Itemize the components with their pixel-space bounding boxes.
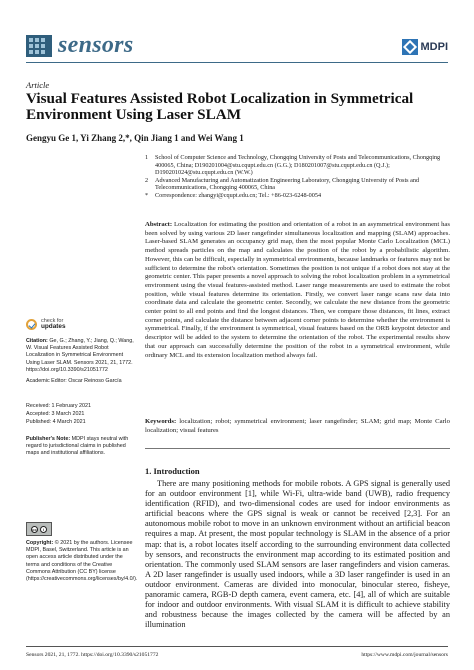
footer-journal-link[interactable]: https://www.mdpi.com/journal/sensors bbox=[361, 652, 448, 658]
affiliations bbox=[145, 154, 450, 200]
keywords bbox=[145, 418, 450, 435]
affiliation-2: 2 Advanced Manufacturing and Automatization Engineering Laboratory, Chongqing University of Posts and Telecommunications, Chongqing 400065, China bbox=[145, 176, 420, 192]
keywords-text: localization; robot; symmetrical environment; laser rangefinder; SLAM; grid map; Monte Carlo localization; visual features bbox=[145, 418, 450, 434]
keywords-divider bbox=[145, 448, 450, 449]
journal-name: sensors bbox=[58, 32, 134, 58]
section-heading: 1. Introduction bbox=[145, 466, 200, 476]
section-paragraph: There are many positioning methods for mobile robots. A GPS signal is generally used for an outdoor environment [1], while Wi-Fi, ultra-wide band (UWB), radio frequency identification (RFID), and two-dimensional codes are used for indoor environments as artificial beacons where the GPS signal is weak or cannot be received [2,3]. For an autonomous mobile robot to move in an unknown environment without an artificial beacon requires a map. At present, the most popular technology is SLAM in the absence of a prior map: that is, a robot locates itself according to the surrounding environment data collected by sensors, and reconstructs the environment map according to its estimated position and orientation. The commonly used SLAM sensors are laser rangefinders and vision cameras. A 2D laser rangefinder is usually used indoors, while a 3D laser rangefinder is used in an outdoor environment. Cameras are divided into monocular, binocular stereo, fisheye, panoramic camera, RGB-D depth camera, event camera, etc. [4], all of which are suitable for indoor and outdoor environments. With visual SLAM it is difficult to achieve stability and robustness because the images collected by the camera will be affected by an illumination bbox=[145, 479, 450, 630]
academic-editor: Academic Editor: Oscar Reinoso García bbox=[26, 378, 122, 384]
footer-citation[interactable]: Sensors 2021, 21, 1772. https://doi.org/10.3390/s21051772 bbox=[26, 652, 159, 658]
publisher-name: MDPI bbox=[420, 41, 448, 53]
check-for-updates-icon bbox=[26, 319, 37, 330]
cc-license-badge[interactable] bbox=[26, 522, 52, 536]
abstract-text: Localization for estimating the position and orientation of a robot in an asymmetrical environment has been solved by using various 2D laser rangefinder simultaneous localization and mapping (SLAM) approaches. Laser-based SLAM generates an occupancy grid map, then the most popular Monte Carlo Localization (MCL) method spreads particles on the map and calculates the position of the robot by a probabilistic algorithm. However, this can be difficult, especially in symmetrical environments, because landmarks or features may not be sufficient to determine the robot's orientation. Sometimes the position is not unique if a robot does not stay at the geometric center. This paper presents a novel approach to solving the robot localization problem in a symmetrical environment using the visual features-assisted method. Laser range measurements are used to estimate the robot position, while visual features determine its orientation. Firstly, we convert laser range scans raw data into coordinate data and calculate the geometric center. Secondly, we calculate the new distance from the geometric center point to all end points and find the longest distances. Then, we compare those distances, fit lines, extract corner points, and calculate the distance between adjacent corner points to determine whether the environment is symmetrical. Finally, if the environment is symmetrical, visual features based on the ORB keypoint detector and descriptor will be added to the system to determine the orientation of the robot. The experimental results show that our approach can successfully determine the position of the robot in a symmetrical environment, while ordinary MCL and its extension localization method always fail. bbox=[145, 221, 450, 359]
journal-logo-icon bbox=[26, 35, 52, 57]
correspondence: * Correspondence: zhangyi@cqupt.edu.cn; Tel.: +86-023-6248-0054 bbox=[145, 191, 322, 199]
mdpi-icon bbox=[402, 39, 418, 55]
article-type: Article bbox=[26, 80, 50, 90]
date-published: Published: 4 March 2021 bbox=[26, 419, 86, 425]
article-title: Visual Features Assisted Robot Localization in Symmetrical Environment Using Laser SLAM bbox=[26, 90, 414, 123]
footer-divider bbox=[26, 646, 448, 647]
date-received: Received: 1 February 2021 bbox=[26, 403, 92, 409]
journal-logo[interactable] bbox=[26, 32, 133, 59]
copyright: Copyright: © 2021 by the authors. Licensee MDPI, Basel, Switzerland. This article is an open access article distributed under the terms and conditions of the Creative Commons Attribution (CC BY) license (https://creativecommons.org/licenses/by/4.0/). bbox=[26, 540, 138, 583]
date-accepted: Accepted: 3 March 2021 bbox=[26, 411, 85, 417]
header-divider bbox=[26, 62, 448, 63]
publisher-note: Publisher's Note: MDPI stays neutral with regard to jurisdictional claims in published maps and institutional affiliations. bbox=[26, 436, 129, 457]
cc-by-icon: cc i bbox=[26, 522, 52, 536]
publisher-logo[interactable] bbox=[402, 39, 449, 55]
abstract-label: Abstract: bbox=[145, 221, 173, 228]
abstract bbox=[145, 221, 450, 360]
article-authors: Gengyu Ge 1, Yi Zhang 2,*, Qin Jiang 1 and Wei Wang 1 bbox=[26, 133, 244, 143]
keywords-label: Keywords: bbox=[145, 418, 177, 425]
affiliation-1: 1 School of Computer Science and Technology, Chongqing University of Posts and Telecommunications, Chongqing 400065, China; D190201004@stu.cqupt.edu.cn (G.G.); D180201007@stu.cqupt.edu.cn (Q.J.); D190201024@stu.cqupt.edu.cn (W.W.) bbox=[145, 154, 441, 177]
check-for-updates-button[interactable]: check for updates bbox=[26, 318, 66, 331]
citation: Citation: Ge, G.; Zhang, Y.; Jiang, Q.; Wang, W. Visual Features Assisted Robot Localization in Symmetrical Environment Using Laser SLAM. Sensors 2021, 21, 1772. https://doi.org/10.3390/s21051772 bbox=[26, 338, 134, 373]
